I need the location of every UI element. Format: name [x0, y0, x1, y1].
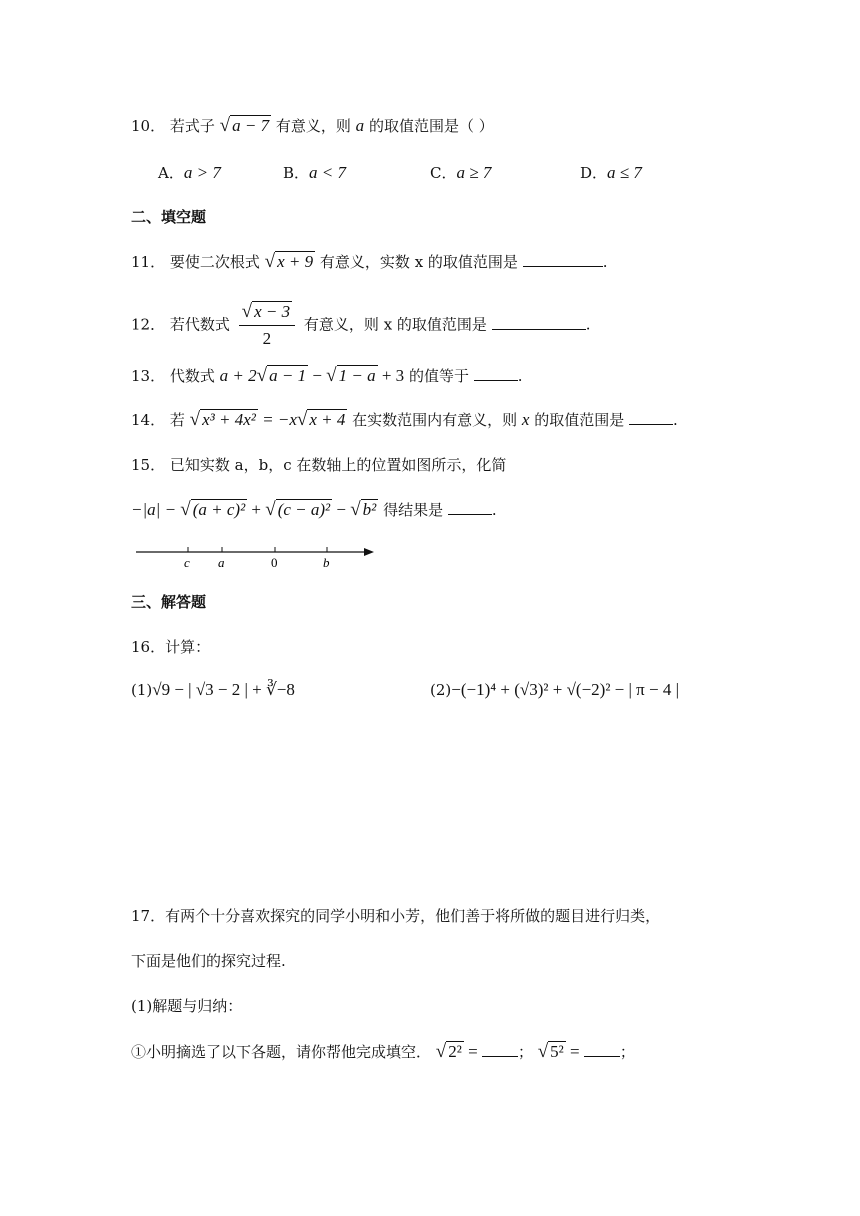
option-c[interactable]: C．a ≥ 7: [430, 163, 492, 182]
question-11: 11． 要使二次根式 √ x + 9 有意义，实数 x 的取值范围是 .: [131, 251, 608, 272]
fraction-expression: $\frac{√ x - 3}{2}$: [239, 300, 295, 351]
math-expression: −|a| −: [131, 500, 181, 519]
question-text: 若代数式: [169, 315, 230, 334]
radical-expression: √ a − 1: [256, 365, 307, 386]
axis-label-0: 0: [271, 555, 278, 570]
question-text: 有意义，实数 x 的取值范围是: [319, 253, 518, 271]
answer-blank[interactable]: [492, 315, 586, 330]
question-14: 14． 若 √ x³ + 4x² = −x√ x + 4 在实数范围内有意义，则 x 的取值范围是 .: [131, 409, 678, 430]
math-expression: √9 − | √3 − 2 | + ∛−8: [152, 680, 295, 699]
question-16: [131, 635, 210, 659]
section-heading: 二、填空题: [131, 208, 207, 226]
question-number: 15．: [131, 456, 166, 474]
axis-label-c: c: [184, 555, 190, 570]
question-text: 有意义，则: [275, 117, 351, 135]
question-15: [131, 453, 506, 477]
radical-expression: √ x³ + 4x²: [189, 409, 256, 430]
math-expression: a + 2: [219, 366, 257, 385]
question-16-part-1: [131, 678, 295, 702]
question-text: 的取值范围是: [534, 411, 625, 429]
answer-blank[interactable]: [629, 410, 673, 425]
radical-expression: √ 5²: [537, 1041, 564, 1062]
question-12: 12． 若代数式 $\frac{√ x - 3}{2}$ 有意义，则 x 的取值范围是 .: [131, 300, 590, 351]
question-17-line-2: 下面是他们的探究过程.: [131, 952, 286, 970]
question-text: 有意义，则 x 的取值范围是: [303, 315, 487, 334]
question-text: 的取值范围是（ ）: [368, 117, 494, 135]
question-text: 要使二次根式: [169, 253, 260, 271]
question-number: 14．: [131, 411, 166, 429]
part-label: (1): [131, 681, 153, 699]
option-d[interactable]: D．a ≤ 7: [580, 163, 642, 182]
question-number: 11．: [131, 253, 166, 271]
question-text: 在实数范围内有意义，则: [352, 411, 518, 429]
question-number: 17．: [131, 907, 166, 925]
radical-expression: √ b²: [350, 499, 377, 520]
question-text: 若: [169, 411, 185, 429]
section-heading: 三、解答题: [131, 593, 207, 611]
question-text: 已知实数 a，b，c 在数轴上的位置如图所示，化简: [169, 456, 507, 474]
math-expression: −(−1)⁴ + (√3)² + √(−2)² − | π − 4 |: [451, 680, 679, 699]
part-label: (2): [430, 681, 452, 699]
question-text: 计算：: [165, 638, 211, 656]
question-13: 13． 代数式 a + 2√ a − 1 − √ 1 − a + 3 的值等于 .: [131, 365, 523, 386]
arrow-head-icon: [364, 548, 374, 556]
question-number: 16．: [131, 638, 166, 656]
answer-blank[interactable]: [482, 1042, 518, 1057]
radical-expression: √ 2²: [435, 1041, 462, 1062]
radical-expression: √ 1 − a: [326, 365, 376, 386]
question-10: [131, 114, 494, 138]
question-text: 有两个十分喜欢探究的同学小明和小芳，他们善于将所做的题目进行归类，: [165, 907, 661, 925]
question-text: 得结果是: [383, 501, 444, 519]
question-text: ①小明摘选了以下各题，请你帮他完成填空．: [131, 1043, 432, 1061]
radical-expression: √ x + 4: [296, 409, 346, 430]
variable: a: [355, 116, 365, 135]
question-text: 的值等于: [408, 367, 469, 385]
question-15-expression: −|a| − √ (a + c)² + √ (c − a)² − √ b² 得结果是 .: [131, 499, 497, 520]
answer-blank[interactable]: [584, 1042, 620, 1057]
question-number: 13．: [131, 367, 166, 385]
axis-label-b: b: [323, 555, 330, 570]
variable: x: [521, 410, 530, 429]
question-number: 10．: [131, 117, 166, 135]
radical-expression: √ (a + c)²: [180, 499, 246, 520]
option-a[interactable]: A．a > 7: [158, 163, 221, 182]
number-line-diagram: [130, 540, 380, 572]
option-b[interactable]: B．a < 7: [283, 163, 347, 182]
question-17-subheading: (1)解题与归纳：: [131, 997, 243, 1015]
question-17: [131, 904, 660, 928]
question-16-part-2: [430, 678, 679, 702]
axis-label-a: a: [218, 555, 225, 570]
answer-blank[interactable]: [474, 366, 518, 381]
question-text: 若式子: [169, 117, 215, 135]
answer-blank[interactable]: [523, 252, 603, 267]
radical-expression: √ a − 7: [219, 115, 270, 136]
question-number: 12．: [131, 315, 166, 334]
answer-blank[interactable]: [448, 500, 492, 515]
radical-expression: √ x + 9: [264, 251, 314, 272]
question-17-item-1: ①小明摘选了以下各题，请你帮他完成填空． √ 2² = ； √ 5² = ；: [131, 1041, 635, 1062]
radical-expression: √ (c − a)²: [265, 499, 331, 520]
question-text: 代数式: [169, 367, 215, 385]
